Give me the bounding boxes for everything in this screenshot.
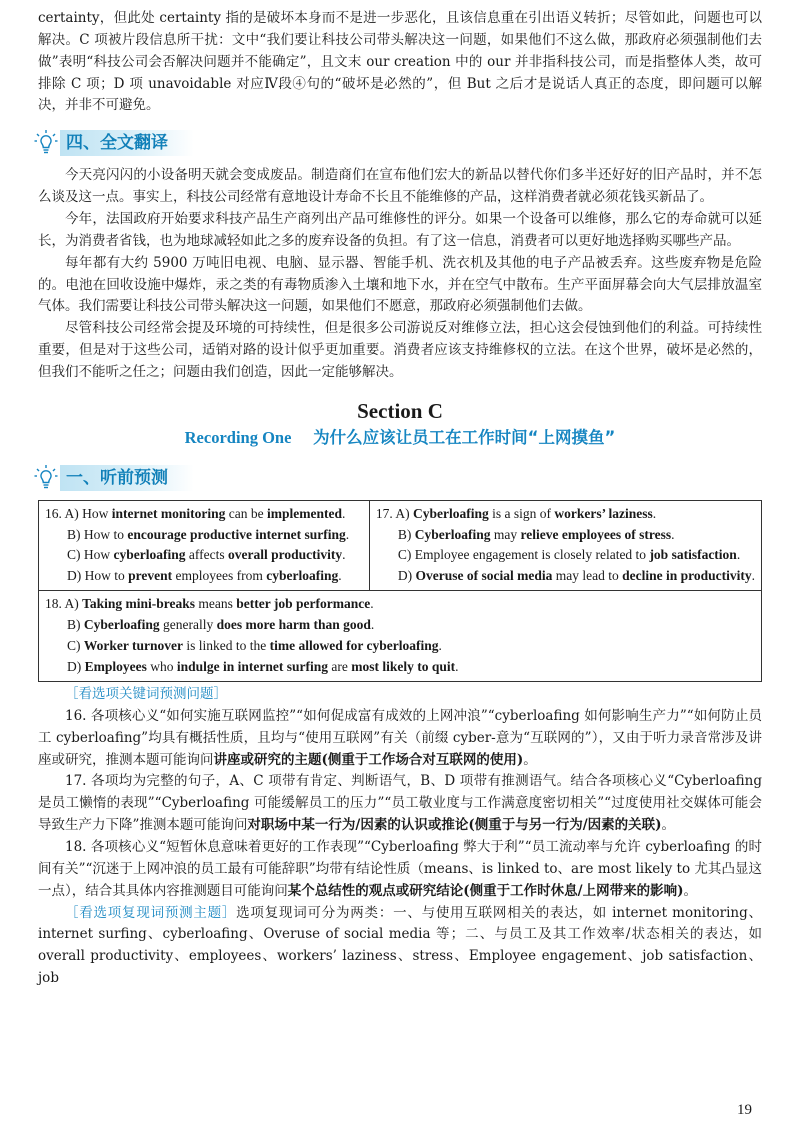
translation-paragraph: 今天亮闪闪的小设备明天就会变成废品。制造商们在宣布他们宏大的新品以替代你们多半还好好的旧产品时，并不怎么谈及这一点。事实上，科技公司经常有意地设计寿命不长且不能维修的产品，这样消费者就必须花钱买新品了。: [38, 167, 762, 206]
intro-paragraph: certainty，但此处 certainty 指的是破坏本身而不是进一步恶化，且该信息重在引出语义转折；尽管如此，问题也可以解决。C 项被片段信息所干扰：文中“我们要让科技公司带头解决这一问题，如果他们不这么做，那政府必须强制他们去做”表明“科技公司会否解决问题并不能确定”，且文末 our creation 中的 our 并非指科技公司，而是指整体人类，故可排除 C 项；D 项 unavoidable 对应Ⅳ段④句的“破坏是必然的”，但 But 之后才是说话人真正的态度，即问题可以解决，并非不可避免。: [38, 10, 762, 114]
analysis-q17: 17. 各项均为完整的句子，A、C 项带有肯定、判断语气，B、D 项带有推测语气。结合各项核心义“Cyberloafing 是员工懒惰的表现”“Cyberloafing 可能缓解员工的压力”“员工敬业度与工作满意度密切相关”“过度使用社交媒体可能会导致生产力下降”推测本题可能询问对职场中某一行为/因素的认识或推论(侧重于与另一行为/因素的关联)。: [38, 773, 762, 834]
option-line: 16. A) How internet monitoring can be implemented.: [45, 505, 346, 521]
analysis-theme: ［看选项复现词预测主题］选项复现词可分为两类：一、与使用互联网相关的表达，如 internet monitoring、internet surfing、cyberloafing、Overuse of social media 等；二、与员工及其工作效率/状态相关的表达，如 overall productivity、employees、workers’ laziness、stress、Employee engagement、job satisfaction、job: [38, 904, 763, 987]
lightbulb-icon: [34, 129, 58, 157]
option-line: D) How to prevent employees from cyberloafing.: [67, 568, 342, 584]
option-line: 17. A) Cyberloafing is a sign of workers’ laziness.: [375, 505, 657, 521]
question-16-cell: [39, 500, 370, 591]
recording-label: Recording One: [184, 428, 292, 448]
options-table: [38, 500, 762, 682]
question-17-cell: [369, 500, 761, 591]
recording-title: [38, 425, 762, 451]
page-number: 19: [737, 1101, 752, 1118]
section-prediction-heading: [34, 464, 762, 492]
translation-paragraph: 每年都有大约 5900 万吨旧电视、电脑、显示器、智能手机、洗衣机及其他的电子产品被丢弃。这些废弃物是危险的。电池在回收设施中爆炸，汞之类的有毒物质渗入土壤和地下水，并在空气中散布。生产平面屏幕会向大气层排放温室气体。我们需要让科技公司带头解决这一问题，如果他们不愿意，那政府必须强制他们去做。: [38, 254, 762, 315]
option-line: D) Employees who indulge in internet surfing are most likely to quit.: [67, 659, 459, 675]
section-title: 四、全文翻译: [60, 130, 194, 156]
lightbulb-icon: [34, 464, 58, 492]
option-line: D) Overuse of social media may lead to decline in productivity.: [397, 568, 755, 584]
option-line: 18. A) Taking mini-breaks means better job performance.: [45, 596, 374, 612]
analysis-q18: 18. 各项核心义“短暂休息意味着更好的工作表现”“Cyberloafing 弊大于利”“员工流动率与允许 cyberloafing 的时间有关”“沉迷于上网冲浪的员工最有可能辞职”均带有结论性质（means、is linked to、are most likely to 尤其凸显这一点），结合其具体内容推测题目可能询问某个总结性的观点或研究结论(侧重于工作时休息/上网带来的影响)。: [38, 838, 762, 899]
translation-paragraph: 今年，法国政府开始要求科技产品生产商列出产品可维修性的评分。如果一个设备可以维修，那么它的寿命就可以延长，为消费者省钱，也为地球减轻如此之多的废弃设备的负担。有了这一信息，消费者可以更好地选择购买哪些产品。: [38, 211, 762, 249]
analysis-tag: ［看选项关键词预测问题］: [65, 685, 227, 702]
section-title: 一、听前预测: [60, 465, 194, 491]
option-line: B) Cyberloafing may relieve employees of stress.: [397, 526, 675, 542]
translation-paragraph: 尽管科技公司经常会提及环境的可持续性，但是很多公司游说反对维修立法，担心这会侵蚀到他们的利益。可持续性重要，但是对于这些公司，适销对路的设计似乎更加重要。消费者应该支持维修权的立法。在这个世界，破坏是必然的，但我们不能听之任之；问题由我们创造，因此一定能够解决。: [38, 320, 762, 381]
option-line: C) Employee engagement is closely related to job satisfaction.: [397, 547, 741, 563]
option-line: C) How cyberloafing affects overall productivity.: [67, 547, 346, 563]
option-line: C) Worker turnover is linked to the time allowed for cyberloafing.: [67, 638, 442, 654]
question-18-cell: [39, 591, 762, 682]
recording-subtitle: 为什么应该让员工在工作时间“上网摸鱼”: [313, 428, 616, 448]
section-c-title: Section C: [357, 398, 443, 423]
option-line: B) Cyberloafing generally does more harm than good.: [67, 617, 375, 633]
option-line: B) How to encourage productive internet surfing.: [67, 526, 350, 542]
section-translation-heading: [34, 129, 762, 157]
analysis-q16: 16. 各项核心义“如何实施互联网监控”“如何促成富有成效的上网冲浪”“cyberloafing 如何影响生产力”“如何防止员工 cyberloafing”均具有概括性质，且均与“使用互联网”有关（前缀 cyber-意为“互联网的”），又由于听力录音常涉及讲座或研究，推测本题可能询问讲座或研究的主题(侧重于工作场合对互联网的使用)。: [38, 707, 763, 768]
